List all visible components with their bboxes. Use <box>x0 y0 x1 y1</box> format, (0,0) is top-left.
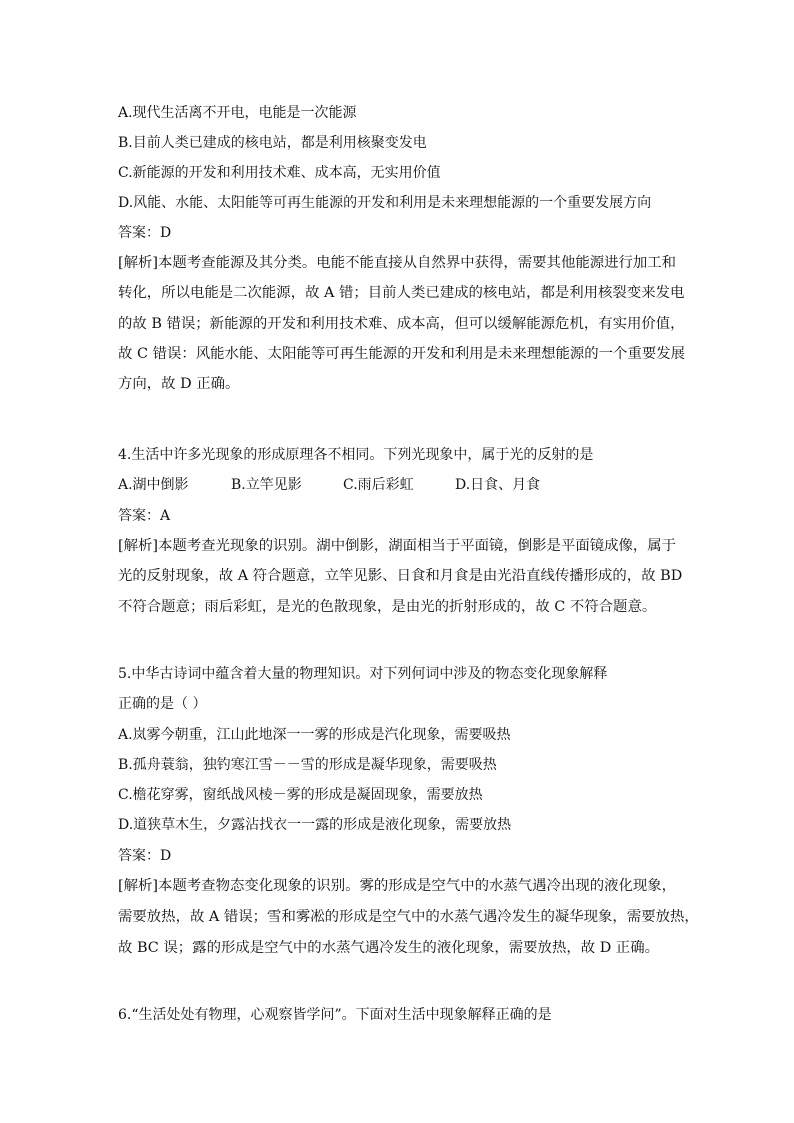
q6-question: 6.“生活处处有物理，心观察皆学问”。下面对生活中现象解释正确的是 <box>118 1007 552 1023</box>
q3-option-a: A.现代生活离不开电，电能是一次能源 <box>118 105 357 121</box>
q5-answer: 答案：D <box>118 848 172 864</box>
q4-answer: 答案：A <box>118 508 171 524</box>
q3-analysis-line: 故 C 错误：风能水能、太阳能等可再生能源的开发和利用是未来理想能源的一个重要发展 <box>118 346 686 362</box>
q4-analysis-line: 不符合题意；雨后彩虹，是光的色散现象，是由光的折射形成的，故 C 不符合题意。 <box>118 599 657 615</box>
q5-option-a: A.岚雾今朝重，江山此地深一一雾的形成是汽化现象，需要吸热 <box>118 727 511 743</box>
q3-option-c: C.新能源的开发和利用技术难、成本高，无实用价值 <box>118 165 441 181</box>
q5-analysis-line: 需要放热，故 A 错误；雪和雾凇的形成是空气中的水蒸气遇冷发生的凝华现象，需要放热， <box>118 909 699 925</box>
q3-analysis-line: 的故 B 错误；新能源的开发和利用技术难、成本高，但可以缓解能源危机，有实用价值， <box>118 316 685 332</box>
q5-analysis-line: 故 BC 误；露的形成是空气中的水蒸气遇冷发生的液化现象，需要放热，故 D 正确。 <box>118 940 659 956</box>
q3-analysis-line: 转化，所以电能是二次能源，故 A 错；目前人类已建成的核电站，都是利用核裂变来发电 <box>118 285 685 301</box>
q4-option-a: A.湖中倒影 <box>118 477 189 493</box>
q3-analysis-line: 方向，故 D 正确。 <box>118 376 240 392</box>
q4-option-d: D.日食、月食 <box>455 477 541 493</box>
q4-question: 4.生活中许多光现象的形成原理各不相同。下列光现象中，属于光的反射的是 <box>118 447 594 463</box>
q4-options-row <box>118 475 540 495</box>
q5-question-line: 5.中华古诗词中蕴含着大量的物理知识。对下列何词中涉及的物态变化现象解释 <box>118 666 608 682</box>
q3-answer: 答案：D <box>118 225 172 241</box>
q4-option-c: C.雨后彩虹 <box>343 477 414 493</box>
q5-option-d: D.道狭草木生，夕露沾找衣一一露的形成是液化现象，需要放热 <box>118 817 512 833</box>
q4-analysis-line: [解析]本题考查光现象的识别。湖中倒影，湖面相当于平面镜，倒影是平面镜成像，属于 <box>118 538 677 554</box>
q4-option-b: B.立竿见影 <box>231 477 302 493</box>
q5-option-b: B.孤舟蓑翁，独钓寒江雪－－雪的形成是凝华现象，需要吸热 <box>118 757 497 773</box>
q5-question-line: 正确的是（ ） <box>118 696 207 712</box>
q5-option-c: C.檐花穿雾，窗纸战风棱－雾的形成是凝固现象，需要放热 <box>118 787 483 803</box>
q3-option-d: D.风能、水能、太阳能等可再生能源的开发和利用是未来理想能源的一个重要发展方向 <box>118 195 652 211</box>
q3-option-b: B.目前人类已建成的核电站，都是利用核聚变发电 <box>118 135 427 151</box>
q4-analysis-line: 光的反射现象，故 A 符合题意，立竿见影、日食和月食是由光沿直线传播形成的，故 BD <box>118 568 683 584</box>
q5-analysis-line: [解析]本题考查物态变化现象的识别。雾的形成是空气中的水蒸气遇冷出现的液化现象， <box>118 878 677 894</box>
q3-analysis-line: [解析]本题考查能源及其分类。电能不能直接从自然界中获得，需要其他能源进行加工和 <box>118 255 677 271</box>
